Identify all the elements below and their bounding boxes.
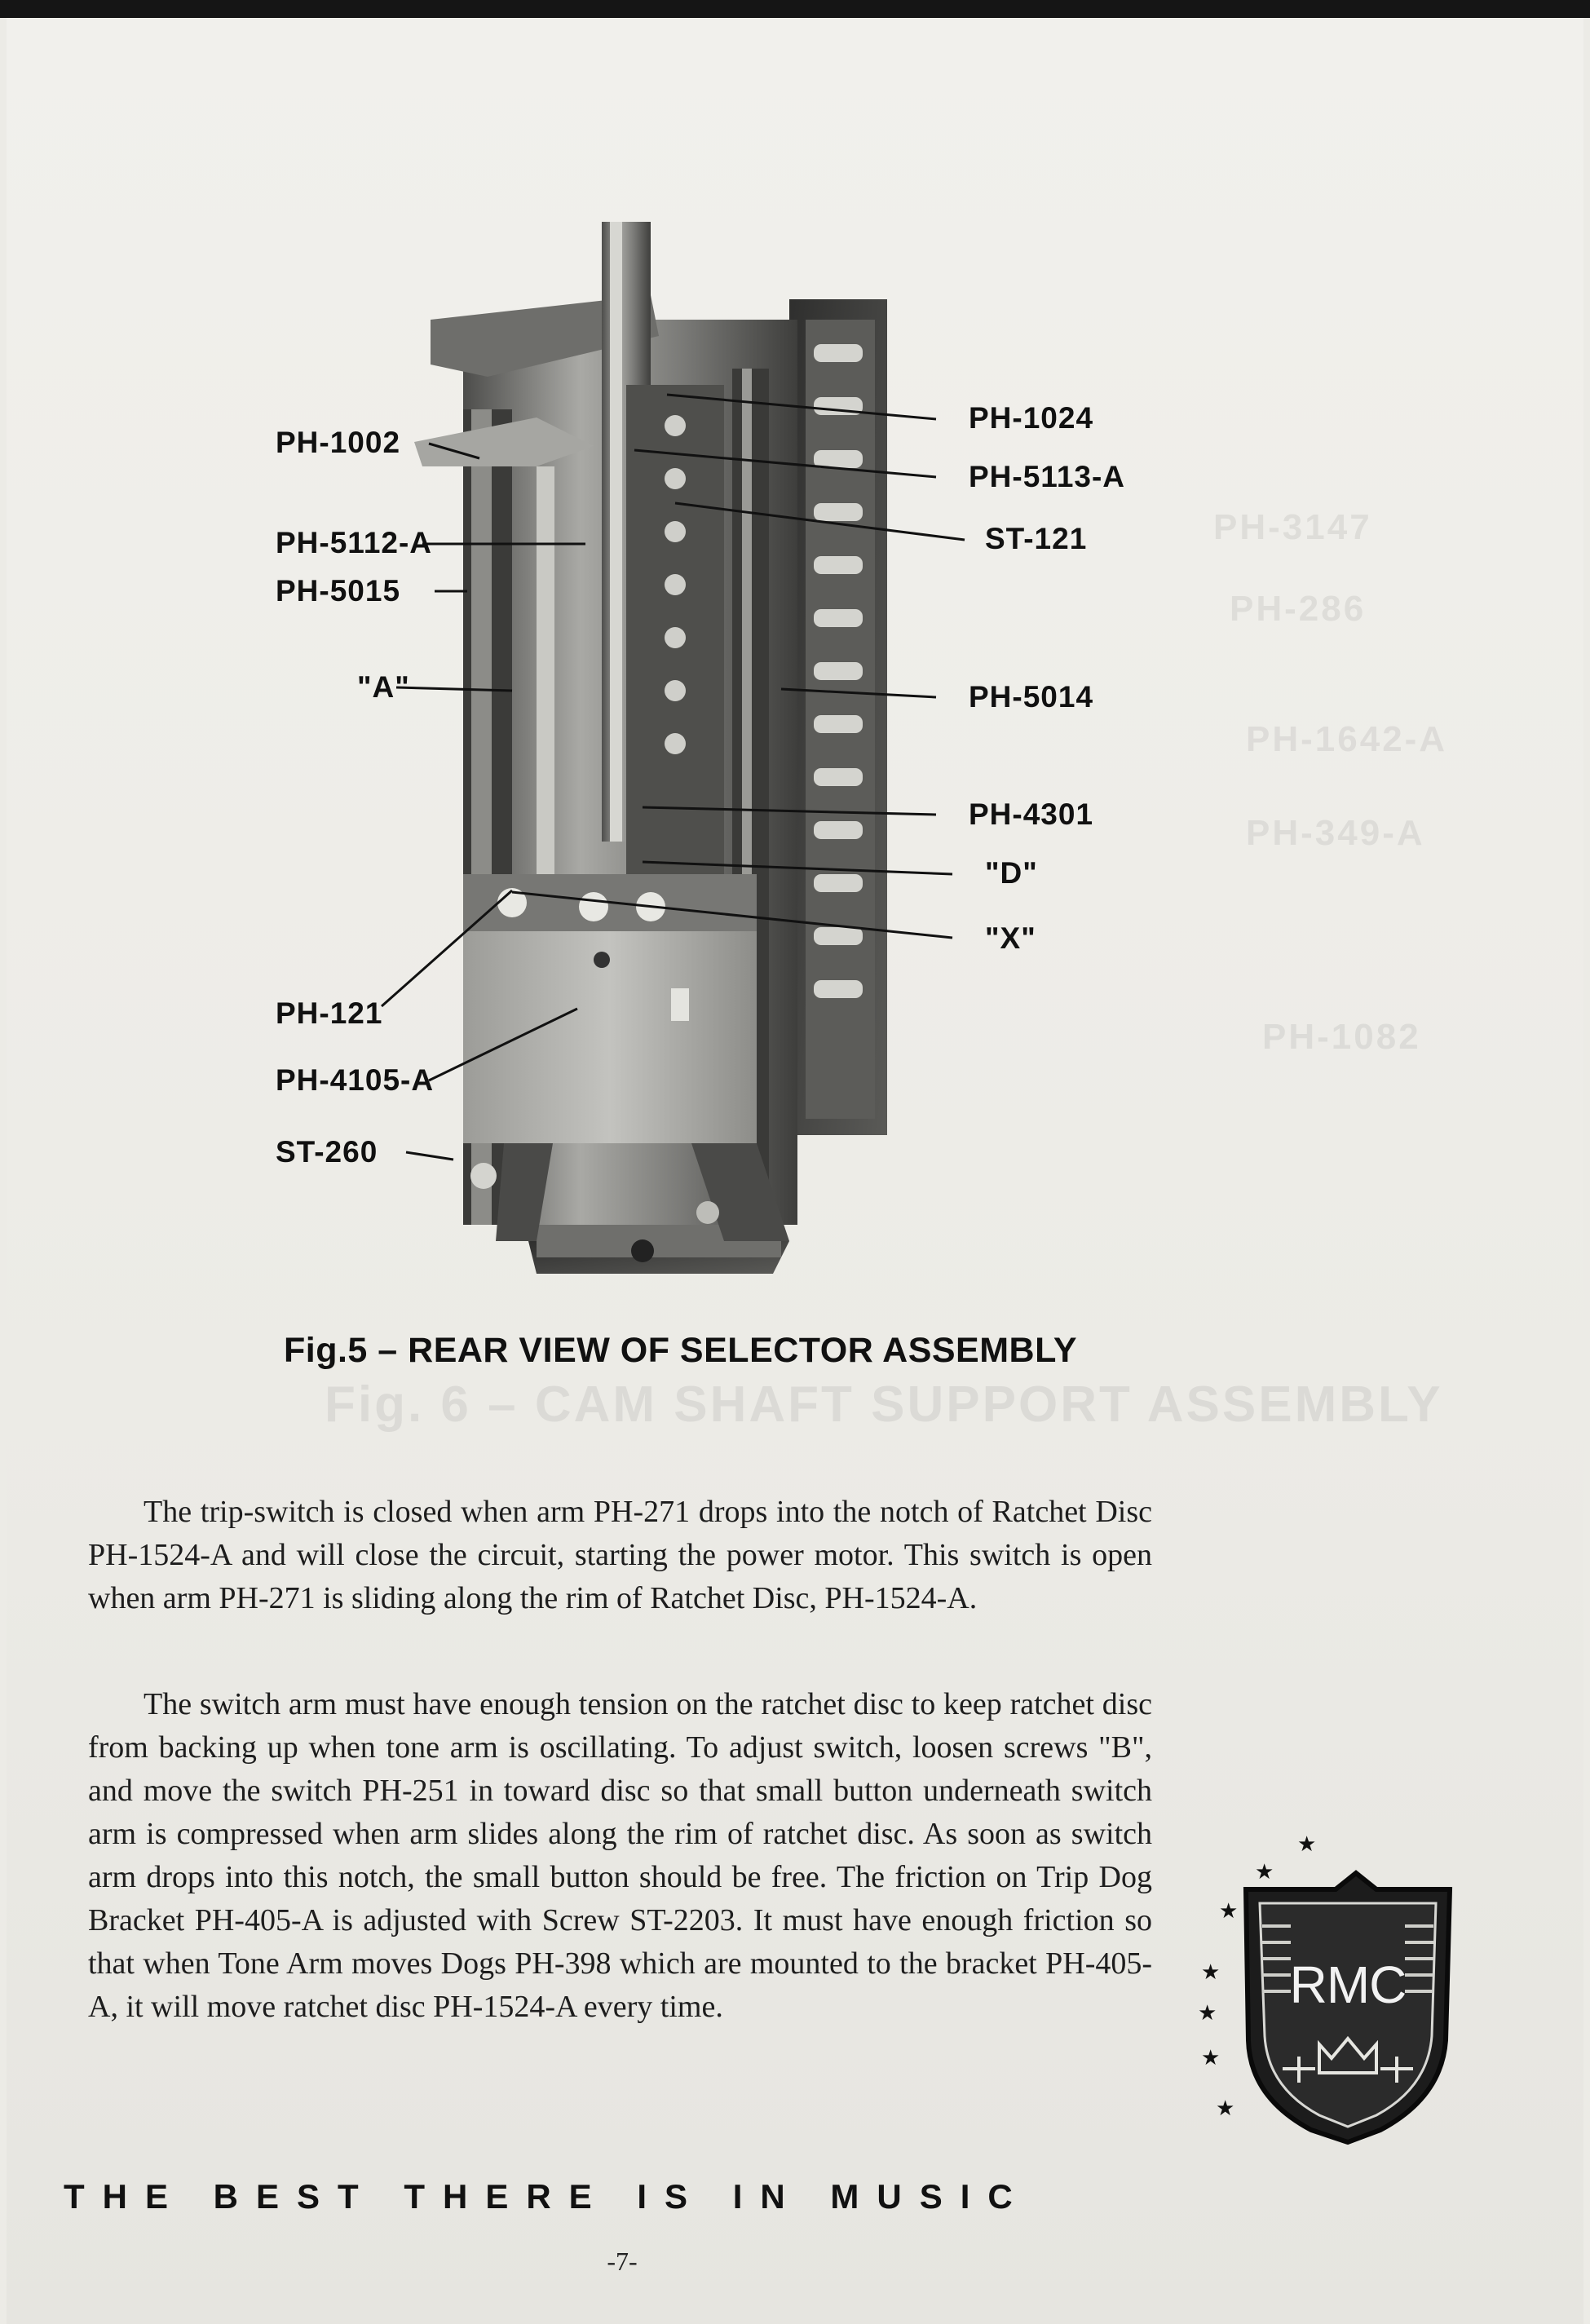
- selector-assembly-photo: [267, 222, 1181, 1323]
- bleed-through-part-label: PH-3147: [1213, 507, 1372, 547]
- scan-top-edge: [0, 0, 1590, 18]
- svg-text:★: ★: [1201, 2046, 1221, 2070]
- part-label-right: PH-5113-A: [969, 460, 1126, 493]
- paragraph: The switch arm must have enough tension on the ratchet disc to keep ratchet disc from backing up when tone arm is oscillating. To adjust switch, loosen screws "B", and move the switch PH-251 in toward disc so that small button underneath switch arm is compressed when arm slides along the rim of ratchet disc. As soon as switch arm drops into this notch, the small button should be free. The friction on Trip Dog Bracket PH-405-A is adjusted with Screw ST-2203. It must have enough friction so that when Tone Arm moves Dogs PH-398 which are mounted to the bracket PH-405-A, it will move ratchet disc PH-1524-A every time.: [88, 1687, 1152, 2024]
- part-label-left: PH-5015: [276, 574, 401, 608]
- part-label-left: "A": [357, 670, 410, 704]
- part-label-right: "D": [985, 856, 1038, 890]
- bleed-through-part-label: PH-286: [1230, 589, 1367, 629]
- bleed-through-heading: Fig. 6 – CAM SHAFT SUPPORT ASSEMBLY: [325, 1376, 1443, 1433]
- bleed-through-part-label: PH-1082: [1262, 1017, 1421, 1057]
- part-label-right: PH-1024: [969, 401, 1094, 435]
- part-label-left: ST-260: [276, 1135, 378, 1169]
- part-label-right: "X": [985, 921, 1036, 955]
- svg-text:★: ★: [1201, 1960, 1221, 1985]
- svg-text:★: ★: [1255, 1860, 1274, 1884]
- part-label-left: PH-1002: [276, 426, 401, 459]
- manual-page: [7, 18, 1583, 2324]
- part-label-right: PH-5014: [969, 680, 1094, 714]
- bleed-through-part-label: PH-349-A: [1246, 813, 1425, 853]
- part-label-right: ST-121: [985, 522, 1088, 555]
- bleed-through-part-label: PH-1642-A: [1246, 719, 1448, 759]
- svg-text:★: ★: [1219, 1899, 1239, 1924]
- page-number: -7-: [607, 2247, 638, 2276]
- svg-text:★: ★: [1216, 2096, 1235, 2121]
- body-text: [88, 1683, 1152, 2051]
- part-label-right: PH-4301: [969, 797, 1094, 831]
- svg-text:★: ★: [1297, 1832, 1317, 1857]
- part-label-left: PH-4105-A: [276, 1063, 435, 1097]
- part-label-left: PH-121: [276, 996, 383, 1030]
- part-label-left: PH-5112-A: [276, 526, 433, 559]
- svg-text:★: ★: [1198, 2001, 1217, 2026]
- rmc-logo: [1177, 1828, 1470, 2154]
- footer-slogan: THE BEST THERE IS IN MUSIC: [64, 2177, 1031, 2216]
- logo-lettering: RMC: [1289, 1955, 1407, 2014]
- figure-caption: Fig.5 – REAR VIEW OF SELECTOR ASSEMBLY: [284, 1331, 1078, 1370]
- body-text: [88, 1491, 1152, 1642]
- selector-assembly-figure: [267, 222, 1181, 1323]
- paragraph: The trip-switch is closed when arm PH-271 drops into the notch of Ratchet Disc PH-1524-A and will close the circuit, starting the power motor. This switch is open when arm PH-271 is sliding along the rim of Ratchet Disc, PH-1524-A.: [88, 1495, 1152, 1615]
